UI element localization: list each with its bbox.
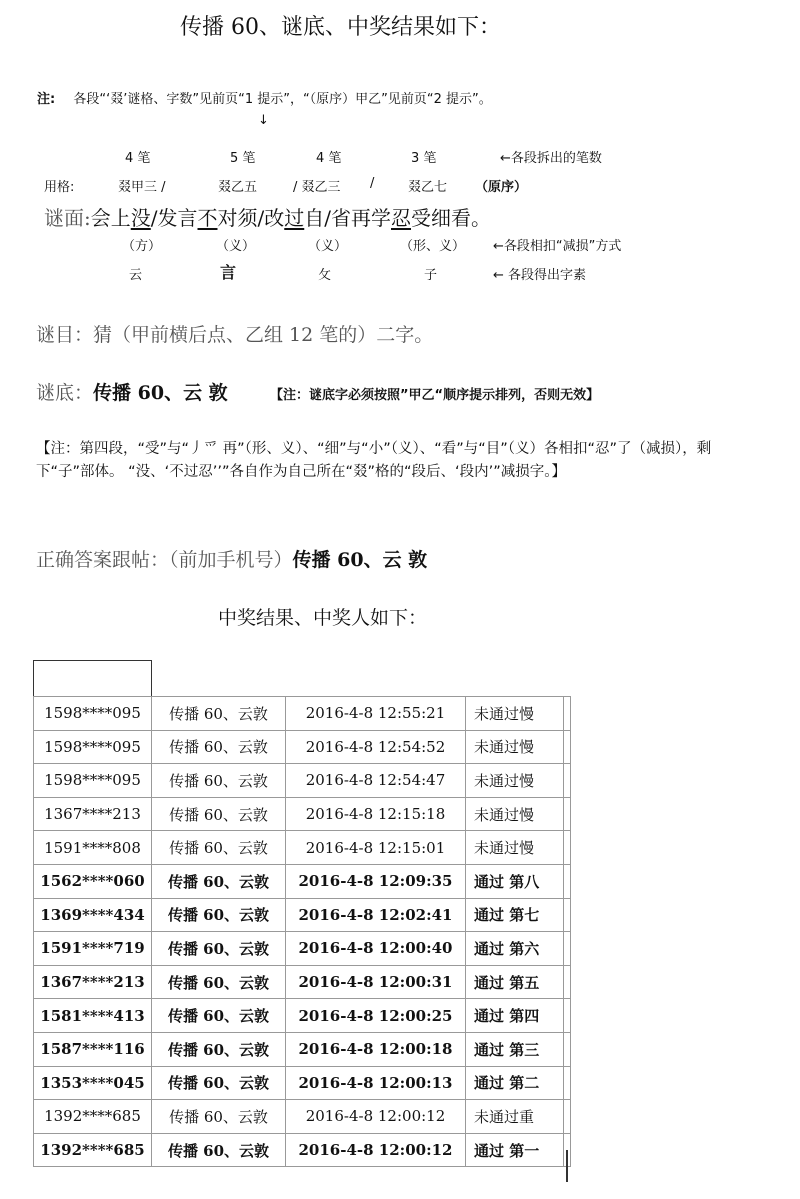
spacer-cell [564, 864, 571, 898]
time-cell: 2016-4-8 12:15:18 [286, 797, 466, 831]
phone-cell: 1562****060 [34, 864, 152, 898]
riddle-part-underlined: 过 [284, 206, 305, 230]
riddle-part: /发言 [150, 206, 198, 230]
answer-cell: 传播 60、云敦 [152, 1100, 286, 1134]
answer-cell: 传播 60、云敦 [152, 697, 286, 731]
grid-item-6: （原序） [475, 180, 528, 195]
grid-item-5: 叕乙七 [408, 180, 448, 195]
results-title: 中奖结果、中奖人如下： [218, 607, 428, 629]
riddle-part: 自/省再学 [304, 206, 391, 230]
riddle-part: 会上 [90, 206, 131, 230]
time-cell: 2016-4-8 12:00:40 [286, 932, 466, 966]
table-row [34, 1032, 571, 1066]
status-cell: 通过 第三 [466, 1032, 564, 1066]
table-row [34, 1066, 571, 1100]
status-cell: 未通过慢 [466, 697, 564, 731]
grid-item-4: / [370, 176, 375, 191]
status-cell: 未通过慢 [466, 797, 564, 831]
spacer-cell [564, 831, 571, 865]
riddle-target: 谜目：猜（甲前横后点、乙组 12 笔的）二字。 [36, 324, 434, 346]
element-1: 云 [129, 268, 143, 283]
correct-answer-value: 传播 60、云 敦 [292, 549, 428, 571]
element-3: 攵 [318, 268, 332, 283]
correct-answer-label: 正确答案跟帖：（前加手机号） [36, 549, 293, 571]
phone-cell: 1581****413 [34, 999, 152, 1033]
results-table [33, 696, 571, 1167]
spacer-cell [564, 999, 571, 1033]
stroke-count-3: 4 笔 [316, 151, 342, 166]
time-cell: 2016-4-8 12:15:01 [286, 831, 466, 865]
down-arrow-icon: ↓ [258, 113, 269, 128]
phone-cell: 1392****685 [34, 1133, 152, 1167]
time-cell: 2016-4-8 12:00:18 [286, 1032, 466, 1066]
status-cell: 未通过重 [466, 1100, 564, 1134]
answer-cell: 传播 60、云敦 [152, 797, 286, 831]
spacer-cell [564, 1032, 571, 1066]
method-4: （形、义） [400, 239, 466, 254]
table-row [34, 764, 571, 798]
explanation-note: 【注：第四段，“受”与“丿爫 再”（形、义）、“细”与“小”（义）、“看”与“目”（义）各相扣“忍”了（减损），剩下“子”部体。 “没、‘不过忍’’”各自作为自己所在“叕”格的“段后、‘段内’”减损字。】 [36, 441, 712, 480]
spacer-cell [564, 764, 571, 798]
answer-cell: 传播 60、云敦 [152, 864, 286, 898]
status-cell: 通过 第七 [466, 898, 564, 932]
answer-cell: 传播 60、云敦 [152, 1066, 286, 1100]
phone-cell: 1591****808 [34, 831, 152, 865]
status-cell: 通过 第五 [466, 965, 564, 999]
status-cell: 通过 第八 [466, 864, 564, 898]
answer-label: 谜底： [36, 382, 94, 404]
status-cell: 未通过慢 [466, 764, 564, 798]
answer-cell: 传播 60、云敦 [152, 764, 286, 798]
table-row [34, 697, 571, 731]
phone-cell: 1598****095 [34, 730, 152, 764]
answer-cell: 传播 60、云敦 [152, 1032, 286, 1066]
table-row [34, 1133, 571, 1167]
answer-line [36, 378, 228, 405]
riddle-label: 谜面: [44, 206, 91, 230]
time-cell: 2016-4-8 12:55:21 [286, 697, 466, 731]
status-cell: 未通过慢 [466, 831, 564, 865]
element-2: 言 [220, 263, 237, 282]
spacer-cell [564, 730, 571, 764]
answer-cell: 传播 60、云敦 [152, 730, 286, 764]
answer-cell: 传播 60、云敦 [152, 898, 286, 932]
time-cell: 2016-4-8 12:00:12 [286, 1133, 466, 1167]
phone-cell: 1587****116 [34, 1032, 152, 1066]
note-prefix: 注: [37, 92, 56, 107]
answer-cell: 传播 60、云敦 [152, 999, 286, 1033]
status-cell: 通过 第四 [466, 999, 564, 1033]
table-row [34, 965, 571, 999]
spacer-cell [564, 1100, 571, 1134]
table-row [34, 932, 571, 966]
stroke-count-1: 4 笔 [125, 151, 151, 166]
spacer-cell [564, 932, 571, 966]
answer-cell: 传播 60、云敦 [152, 1133, 286, 1167]
element-4: 子 [424, 268, 438, 283]
phone-cell: 1598****095 [34, 697, 152, 731]
correct-answer-line [36, 545, 427, 572]
format-note [37, 88, 492, 107]
riddle-part-underlined: 没 [130, 206, 151, 230]
time-cell: 2016-4-8 12:54:47 [286, 764, 466, 798]
riddle-part-underlined: 忍 [391, 206, 411, 230]
table-row [34, 898, 571, 932]
grid-label: 用格: [44, 180, 75, 195]
page-title: 传播 60、谜底、中奖结果如下： [180, 15, 501, 40]
element-note: ← 各段得出字素 [493, 268, 587, 283]
answer-note: 【注：谜底字必须按照”甲乙“顺序提示排列，否则无效】 [270, 388, 600, 403]
table-row [34, 864, 571, 898]
phone-cell: 1367****213 [34, 797, 152, 831]
table-row [34, 999, 571, 1033]
grid-item-3: / 叕乙三 [293, 180, 341, 195]
stroke-count-2: 5 笔 [230, 151, 256, 166]
method-1: （方） [122, 239, 162, 254]
table-edge-mark [566, 1150, 568, 1182]
phone-cell: 1392****685 [34, 1100, 152, 1134]
riddle-part: 受细看。 [411, 206, 491, 230]
phone-cell: 1598****095 [34, 764, 152, 798]
spacer-cell [564, 797, 571, 831]
phone-cell: 1369****434 [34, 898, 152, 932]
spacer-cell [564, 965, 571, 999]
status-cell: 未通过慢 [466, 730, 564, 764]
phone-cell: 1353****045 [34, 1066, 152, 1100]
time-cell: 2016-4-8 12:54:52 [286, 730, 466, 764]
riddle-part: 对须/改 [217, 206, 285, 230]
answer-cell: 传播 60、云敦 [152, 965, 286, 999]
status-cell: 通过 第六 [466, 932, 564, 966]
time-cell: 2016-4-8 12:02:41 [286, 898, 466, 932]
stroke-note: ←各段拆出的笔数 [500, 151, 602, 166]
time-cell: 2016-4-8 12:00:25 [286, 999, 466, 1033]
spacer-cell [564, 1066, 571, 1100]
status-cell: 通过 第一 [466, 1133, 564, 1167]
phone-cell: 1591****719 [34, 932, 152, 966]
spacer-cell [564, 898, 571, 932]
method-note: ←各段相扣“减损”方式 [493, 239, 622, 254]
spacer-cell [564, 697, 571, 731]
time-cell: 2016-4-8 12:00:13 [286, 1066, 466, 1100]
stroke-count-4: 3 笔 [411, 151, 437, 166]
riddle-face [44, 202, 491, 231]
grid-item-2: 叕乙五 [218, 180, 258, 195]
method-2: （义） [216, 239, 256, 254]
answer-cell: 传播 60、云敦 [152, 932, 286, 966]
time-cell: 2016-4-8 12:00:12 [286, 1100, 466, 1134]
phone-cell: 1367****213 [34, 965, 152, 999]
answer-cell: 传播 60、云敦 [152, 831, 286, 865]
table-row [34, 1100, 571, 1134]
table-row [34, 831, 571, 865]
note-text: 各段“‘叕’谜格、字数”见前页“1 提示”，“（原序）甲乙”见前页“2 提示”。 [73, 92, 492, 107]
method-3: （义） [308, 239, 348, 254]
grid-item-1: 叕甲三 / [118, 180, 166, 195]
table-row [34, 797, 571, 831]
answer-value: 传播 60、云 敦 [93, 382, 228, 404]
time-cell: 2016-4-8 12:00:31 [286, 965, 466, 999]
table-row [34, 730, 571, 764]
riddle-part-underlined: 不 [197, 206, 218, 230]
empty-header-cell [33, 660, 152, 697]
time-cell: 2016-4-8 12:09:35 [286, 864, 466, 898]
status-cell: 通过 第二 [466, 1066, 564, 1100]
